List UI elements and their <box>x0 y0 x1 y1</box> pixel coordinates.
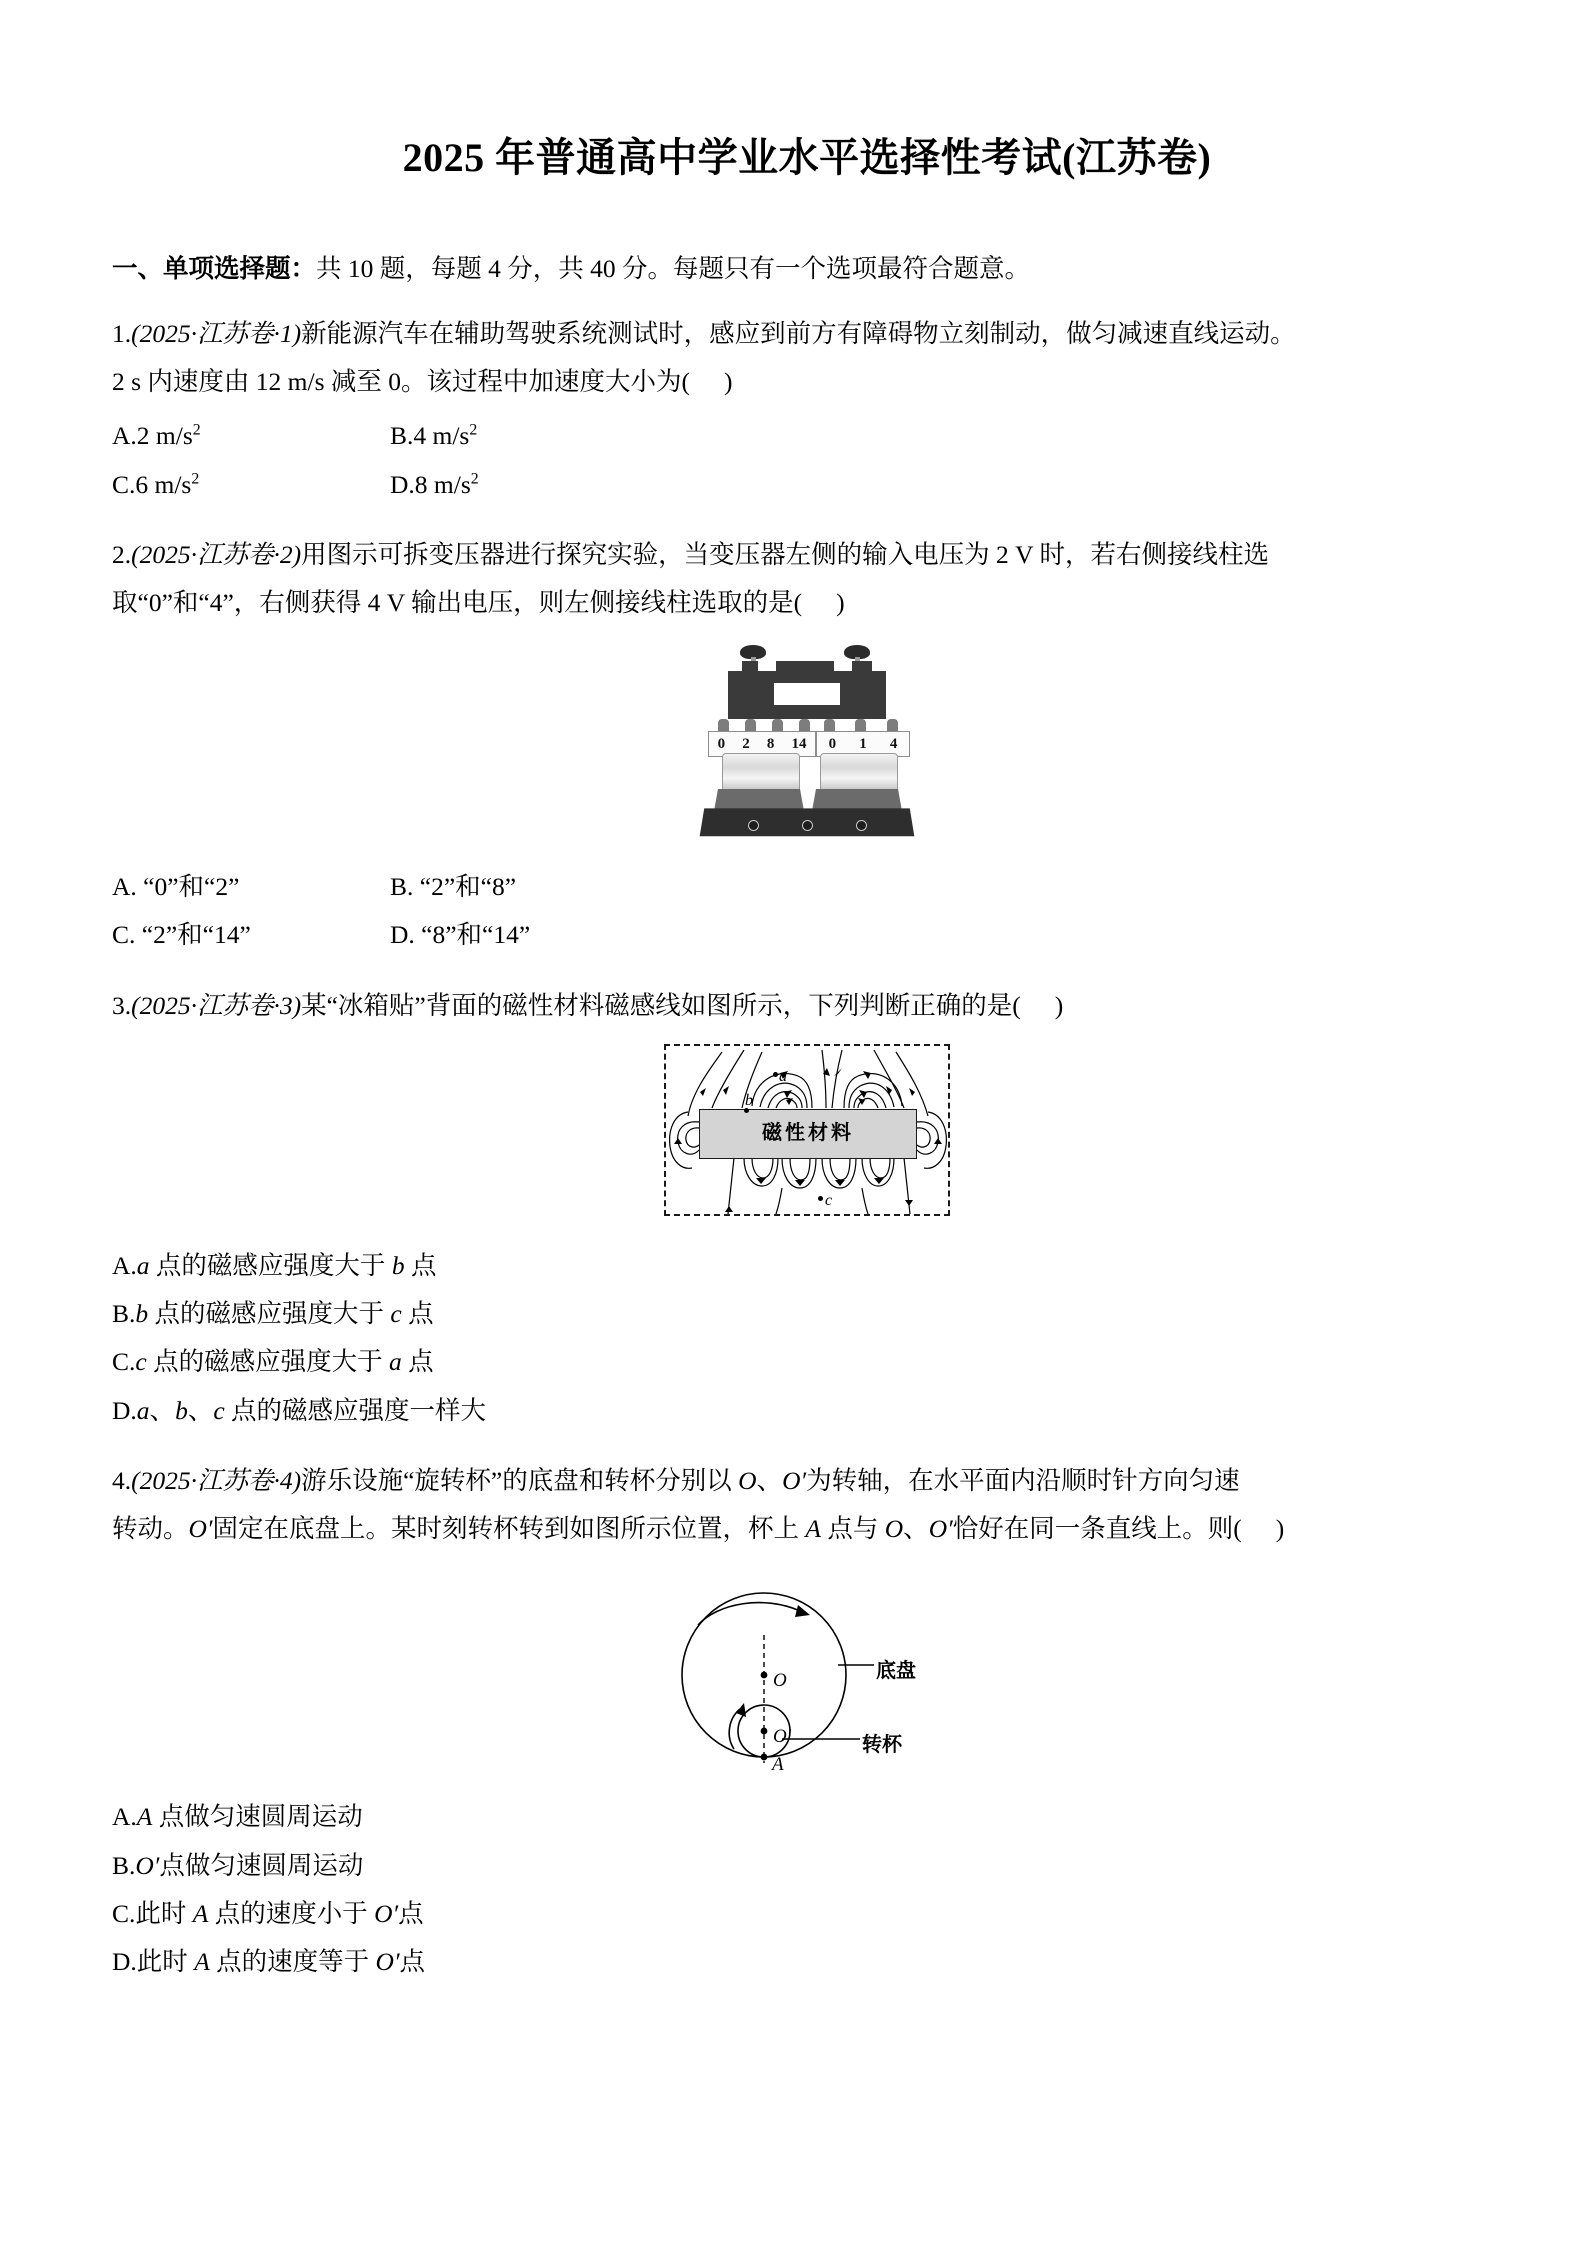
option-c-post: 点 <box>401 1347 434 1377</box>
option-c-symbol-1: A <box>192 1899 209 1928</box>
question-4-option-d[interactable] <box>112 1938 1502 1986</box>
question-1-source: (2025·江苏卷·1) <box>131 319 302 349</box>
option-d-post: 点的磁感应强度一样大 <box>224 1395 487 1425</box>
option-d-symbol-3: c <box>213 1395 225 1425</box>
question-4-paren-close: ) <box>1275 1514 1285 1544</box>
option-a-symbol-1: a <box>136 1250 150 1280</box>
question-1-option-row-ab <box>112 412 1502 460</box>
label-rotating-cup: 转杯 <box>862 1734 902 1757</box>
question-4-stem <box>112 1457 1502 1505</box>
option-d-symbol-1: a <box>136 1395 150 1425</box>
terminal-label-right-2: 4 <box>889 735 898 752</box>
question-2-figure <box>112 641 1502 853</box>
section-description: 共 10 题，每题 4 分，共 40 分。每题只有一个选项最符合题意。 <box>316 254 1031 283</box>
option-d-label: D. <box>112 1395 137 1425</box>
option-c-pre: 此时 <box>135 1899 193 1928</box>
question-1-option-b[interactable] <box>390 412 668 460</box>
option-a-label: A. <box>112 1802 137 1832</box>
terminal-label-left-0: 0 <box>717 735 726 752</box>
option-c-symbol-2: O′ <box>374 1899 399 1928</box>
question-2-stem-line2 <box>112 579 1502 627</box>
question-4-number: 4. <box>112 1466 132 1496</box>
question-4-option-b[interactable] <box>112 1842 1502 1890</box>
option-d-symbol-2: b <box>175 1395 188 1425</box>
question-4 <box>112 1457 1502 1987</box>
option-c-label: C. <box>112 920 136 950</box>
option-d-mid: 、 <box>149 1395 176 1425</box>
option-c-symbol-2: a <box>388 1347 402 1377</box>
question-4-line2-post: 恰好在同一条直线上。则( <box>952 1514 1242 1544</box>
base-hole-icon <box>748 820 759 831</box>
option-d-mid: 点的速度等于 <box>209 1947 376 1977</box>
question-1-option-d[interactable] <box>390 461 668 509</box>
option-b-label: B. <box>390 871 414 901</box>
terminal-label-right-0: 0 <box>828 735 837 752</box>
option-c-symbol-1: c <box>135 1347 147 1377</box>
question-4-line2-symbol-2: A <box>805 1514 821 1544</box>
question-3-option-b[interactable] <box>112 1290 1502 1338</box>
option-a-symbol-2: b <box>391 1250 405 1280</box>
question-4-source: (2025·江苏卷·4) <box>131 1466 302 1496</box>
question-1-paren-close: ) <box>724 367 733 397</box>
question-4-figure <box>112 1567 1502 1783</box>
point-b-label: b <box>745 1091 753 1109</box>
page-title: 2025 年普通高中学业水平选择性考试(江苏卷) <box>402 135 1212 180</box>
option-d-symbol-1: A <box>194 1947 210 1977</box>
base-hole-icon <box>802 820 813 831</box>
question-4-options <box>112 1793 1502 1987</box>
question-4-line2-pre: 转动。 <box>112 1514 189 1544</box>
label-point-o-prime: O′ <box>773 1726 791 1748</box>
option-b-symbol-2: c <box>390 1299 402 1328</box>
question-3-figure <box>112 1044 1502 1232</box>
option-d-value: 8 m/s <box>414 469 471 499</box>
section-colon: ： <box>290 254 317 283</box>
section-heading <box>112 250 1502 288</box>
question-2-option-row-ab <box>112 863 1502 911</box>
label-point-o: O <box>773 1670 787 1692</box>
question-3-line1: 某“冰箱贴”背面的磁性材料磁感线如图所示，下列判断正确的是( <box>301 990 1021 1020</box>
question-2-option-row-cd <box>112 911 1502 959</box>
question-1-number: 1. <box>112 319 132 349</box>
question-4-symbol-o: O <box>738 1466 757 1496</box>
label-base-plate: 底盘 <box>876 1660 916 1683</box>
question-4-line1-mid: 、 <box>756 1466 783 1496</box>
option-a-value: 2 m/s <box>136 421 193 451</box>
question-3-paren-close: ) <box>1054 990 1064 1020</box>
question-4-symbol-o-prime: O′ <box>782 1466 807 1496</box>
option-a-label: A. <box>112 871 137 901</box>
terminal-label-left-1: 2 <box>742 735 750 752</box>
question-1-options <box>112 412 1502 509</box>
question-2-line2: 取“0”和“4”，右侧获得 4 V 输出电压，则左侧接线柱选取的是( <box>112 587 803 617</box>
option-a-text: “0”和“2” <box>143 871 240 901</box>
option-b-label: B. <box>112 1850 136 1880</box>
option-c-label: C. <box>112 1347 136 1377</box>
option-a-exponent: 2 <box>192 421 201 439</box>
option-d-label: D. <box>390 469 415 499</box>
option-c-exponent: 2 <box>191 470 200 488</box>
question-2-option-b[interactable] <box>390 863 668 911</box>
option-c-post: 点 <box>398 1899 424 1928</box>
question-1 <box>112 310 1502 509</box>
option-d-mid2: 、 <box>187 1395 214 1425</box>
option-a-mid: 点的磁感应强度大于 <box>149 1250 392 1280</box>
rotating-cup-svg <box>642 1567 972 1767</box>
question-4-line2-symbol-3: O <box>884 1514 904 1544</box>
question-3-source: (2025·江苏卷·3) <box>131 990 302 1020</box>
option-c-text: “2”和“14” <box>141 920 251 950</box>
option-c-mid: 点的磁感应强度大于 <box>146 1347 389 1377</box>
question-3-options <box>112 1242 1502 1436</box>
option-b-exponent: 2 <box>469 421 478 439</box>
option-c-label: C. <box>112 1899 136 1928</box>
magnetic-field-diagram <box>664 1044 950 1216</box>
question-4-line1-post: 为转轴，在水平面内沿顺时针方向匀速 <box>806 1466 1240 1496</box>
question-1-option-c[interactable] <box>112 461 390 509</box>
base-hole-icon <box>856 820 867 831</box>
question-4-stem-line2 <box>112 1505 1502 1553</box>
question-2-option-a[interactable] <box>112 863 390 911</box>
question-4-line2-mid: 固定在底盘上。某时刻转杯转到如图所示位置，杯上 <box>212 1514 806 1544</box>
option-b-mid: 点的磁感应强度大于 <box>148 1299 391 1328</box>
option-a-symbol-1: A <box>136 1802 153 1832</box>
option-d-pre: 此时 <box>136 1947 195 1977</box>
question-2-source: (2025·江苏卷·2) <box>131 540 302 569</box>
option-d-label: D. <box>390 920 415 950</box>
option-b-label: B. <box>112 1299 136 1328</box>
transformer-photo <box>696 641 918 837</box>
question-2-stem <box>112 531 1502 579</box>
terminal-label-left-3: 14 <box>791 735 807 752</box>
question-3-number: 3. <box>112 990 132 1020</box>
question-2 <box>112 531 1502 960</box>
option-c-label: C. <box>112 469 136 499</box>
question-1-line2: 2 s 内速度由 12 m/s 减至 0。该过程中加速度大小为( <box>112 367 691 397</box>
label-point-a: A <box>772 1754 784 1776</box>
rotating-cup-diagram <box>642 1567 972 1776</box>
question-4-line2-mid3: 、 <box>903 1514 929 1544</box>
option-b-label: B. <box>390 421 414 451</box>
question-4-line2-symbol-4: O′ <box>928 1514 953 1544</box>
question-2-line1: 用图示可拆变压器进行探究实验，当变压器左侧的输入电压为 2 V 时，若右侧接线柱选 <box>301 540 1269 569</box>
option-d-post: 点 <box>399 1947 426 1977</box>
question-4-option-a[interactable] <box>112 1793 1502 1841</box>
option-d-exponent: 2 <box>470 470 479 488</box>
question-3-option-c[interactable] <box>112 1338 1502 1386</box>
question-3-option-d[interactable] <box>112 1387 1502 1435</box>
question-2-option-d[interactable] <box>390 911 668 959</box>
question-1-stem-line2 <box>112 358 1502 406</box>
section-label: 一、单项选择题 <box>112 254 291 283</box>
question-2-number: 2. <box>112 540 132 569</box>
point-c-dot <box>818 1196 823 1201</box>
option-a-post: 点做匀速圆周运动 <box>152 1802 363 1832</box>
option-b-value: 4 m/s <box>413 421 470 451</box>
question-3-option-a[interactable] <box>112 1242 1502 1290</box>
option-b-text: “2”和“8” <box>419 871 517 901</box>
option-c-mid: 点的速度小于 <box>208 1899 375 1928</box>
point-c-label: c <box>825 1191 833 1209</box>
terminal-label-left-2: 8 <box>766 735 775 752</box>
question-2-paren-close: ) <box>836 587 845 617</box>
question-4-line2-mid2: 点与 <box>820 1514 885 1544</box>
transformer-core <box>728 661 886 719</box>
option-a-label: A. <box>112 421 137 451</box>
option-c-value: 6 m/s <box>135 469 192 499</box>
question-1-option-row-cd <box>112 461 1502 509</box>
question-4-line1-pre: 游乐设施“旋转杯”的底盘和转杯分别以 <box>301 1466 739 1496</box>
option-b-symbol-1: b <box>135 1299 149 1328</box>
question-1-option-a[interactable] <box>112 412 390 460</box>
question-4-option-c[interactable] <box>112 1890 1502 1938</box>
option-a-label: A. <box>112 1250 137 1280</box>
question-3-stem <box>112 982 1502 1030</box>
option-b-symbol-1: O′ <box>135 1850 160 1880</box>
option-d-symbol-2: O′ <box>375 1947 400 1977</box>
point-a-dot <box>773 1072 778 1077</box>
option-d-label: D. <box>112 1947 137 1977</box>
magnetic-material-block: 磁性材料 <box>699 1109 917 1159</box>
option-b-post: 点 <box>401 1299 434 1328</box>
page-content <box>112 0 1502 1987</box>
option-d-text: “8”和“14” <box>421 920 531 950</box>
question-2-option-c[interactable] <box>112 911 390 959</box>
question-4-line2-symbol-1: O′ <box>188 1514 213 1544</box>
question-1-stem <box>112 310 1502 358</box>
point-a-label: a <box>779 1067 787 1085</box>
terminal-label-right-1: 1 <box>859 735 867 752</box>
question-3 <box>112 982 1502 1436</box>
question-1-line1: 新能源汽车在辅助驾驶系统测试时，感应到前方有障碍物立刻制动，做匀减速直线运动。 <box>301 319 1296 349</box>
option-a-post: 点 <box>404 1250 437 1280</box>
option-b-post: 点做匀速圆周运动 <box>159 1850 364 1880</box>
question-2-options <box>112 863 1502 960</box>
